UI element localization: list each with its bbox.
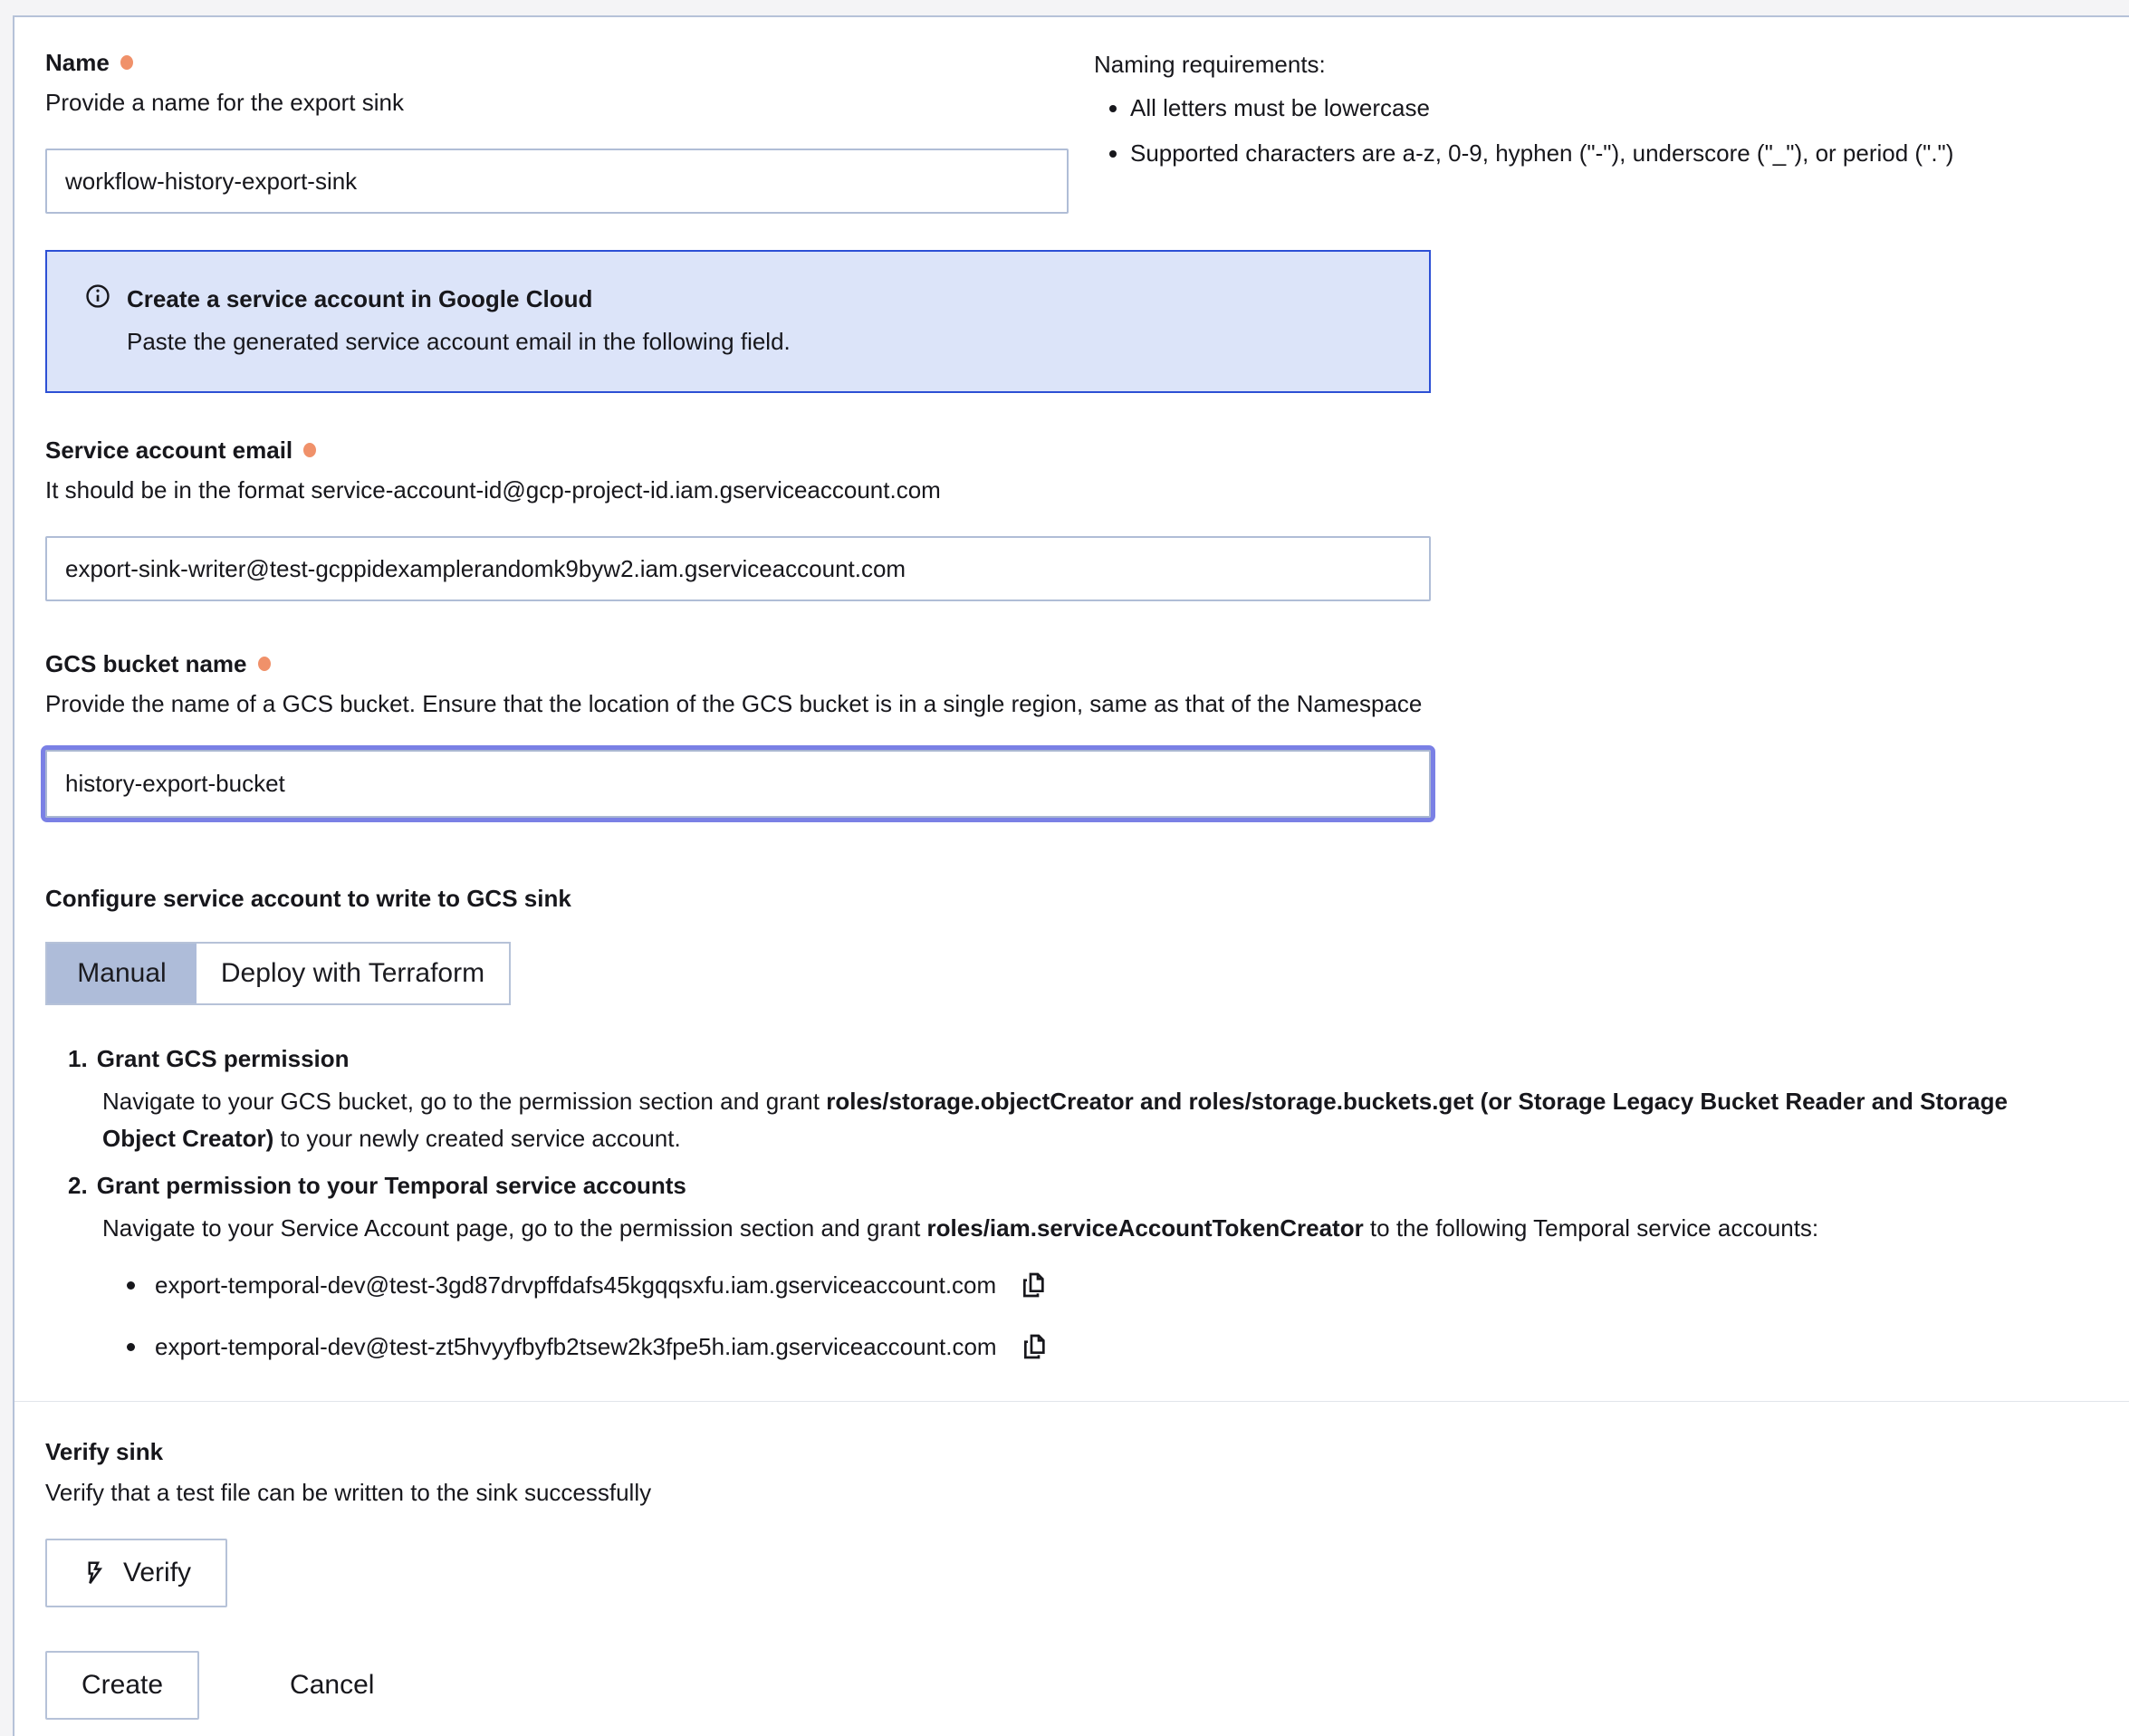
- cancel-button[interactable]: Cancel: [254, 1651, 410, 1720]
- required-dot-icon: [120, 55, 133, 70]
- step-text-pre: Navigate to your GCS bucket, go to the permission section and grant: [102, 1088, 827, 1115]
- service-account-email-label: [45, 435, 2075, 465]
- step-number: 1.: [68, 1045, 88, 1072]
- step-text-bold: roles/storage.objectCreator and roles/storage.buckets.get (or Storage Legacy Bucket Reader and Storage Object Creator): [102, 1088, 2008, 1152]
- info-banner-title: Create a service account in Google Cloud: [127, 285, 593, 312]
- required-dot-icon: [258, 657, 271, 671]
- naming-requirement-item: • All letters must be lowercase: [1130, 92, 2075, 123]
- tab-manual[interactable]: Manual: [47, 944, 197, 1003]
- temporal-service-account-email: export-temporal-dev@test-zt5hvyyfbyfb2tsew2k3fpe5h.iam.gserviceaccount.com: [155, 1332, 997, 1360]
- temporal-service-account-email: export-temporal-dev@test-3gd87drvpffdafs45kgqqsxfu.iam.gserviceaccount.com: [155, 1271, 997, 1299]
- naming-requirements-list: [1094, 92, 2075, 168]
- service-account-email-input[interactable]: [45, 536, 1431, 601]
- gcs-bucket-name-label-text: GCS bucket name: [45, 650, 247, 677]
- tab-deploy-with-terraform[interactable]: Deploy with Terraform: [197, 944, 509, 1003]
- gcs-bucket-name-input[interactable]: [45, 750, 1431, 818]
- step-text-bold: roles/iam.serviceAccountTokenCreator: [926, 1214, 1364, 1242]
- step-title: [45, 1170, 2075, 1201]
- export-sink-form: [13, 15, 2129, 1736]
- name-field-label: [45, 47, 1069, 78]
- bullet-icon: [127, 1343, 135, 1351]
- step-title-text: Grant permission to your Temporal service accounts: [96, 1172, 686, 1199]
- lightning-icon: [82, 1559, 109, 1587]
- step-title-text: Grant GCS permission: [96, 1045, 350, 1072]
- gcs-bucket-name-label: [45, 648, 2075, 679]
- name-field-label-text: Name: [45, 49, 110, 76]
- verify-sink-description: Verify that a test file can be written to the sink successfully: [45, 1479, 652, 1506]
- info-banner: [45, 250, 1431, 393]
- copy-email-button[interactable]: [1021, 1332, 1050, 1361]
- copy-email-button[interactable]: [1020, 1271, 1049, 1300]
- step-instructions: [45, 1210, 2065, 1247]
- section-divider: [14, 1401, 2129, 1402]
- copy-icon: [1021, 1332, 1050, 1361]
- list-item: [127, 1271, 2075, 1300]
- naming-requirements-title: Naming requirements:: [1094, 51, 1326, 78]
- manual-steps: [45, 1043, 2075, 1361]
- info-icon: [83, 282, 112, 317]
- step-text-post: to the following Temporal service accounts:: [1363, 1214, 1819, 1242]
- configure-tabs: [45, 942, 511, 1005]
- info-banner-description: Paste the generated service account email in the following field.: [127, 328, 791, 355]
- copy-icon: [1020, 1271, 1049, 1300]
- gcs-bucket-name-description: Provide the name of a GCS bucket. Ensure that the location of the GCS bucket is in a single region, same as that of the Namespace: [45, 690, 1423, 717]
- step-text-post: to your newly created service account.: [273, 1125, 681, 1152]
- step-title: [45, 1043, 2075, 1074]
- verify-button[interactable]: [45, 1539, 227, 1607]
- name-field-description: Provide a name for the export sink: [45, 89, 404, 116]
- step-grant-gcs-permission: [45, 1043, 2075, 1157]
- step-grant-temporal-permission: [45, 1170, 2075, 1247]
- list-item: [127, 1332, 2075, 1361]
- temporal-service-account-list: [45, 1271, 2075, 1361]
- form-actions: [45, 1651, 2075, 1720]
- required-dot-icon: [303, 443, 316, 457]
- service-account-email-description: It should be in the format service-account-id@gcp-project-id.iam.gserviceaccount.com: [45, 476, 941, 504]
- naming-requirement-item: • Supported characters are a-z, 0-9, hyphen ("-"), underscore ("_"), or period ("."): [1130, 138, 2075, 168]
- step-instructions: [45, 1083, 2065, 1157]
- verify-sink-heading: Verify sink: [45, 1438, 164, 1465]
- create-button[interactable]: Create: [45, 1651, 199, 1720]
- service-account-email-label-text: Service account email: [45, 436, 293, 464]
- step-text-pre: Navigate to your Service Account page, go to the permission section and grant: [102, 1214, 927, 1242]
- configure-section-heading: Configure service account to write to GCS sink: [45, 885, 571, 912]
- sink-name-input[interactable]: [45, 149, 1069, 214]
- bullet-icon: [127, 1281, 135, 1290]
- verify-button-label: Verify: [123, 1558, 192, 1587]
- step-number: 2.: [68, 1172, 88, 1199]
